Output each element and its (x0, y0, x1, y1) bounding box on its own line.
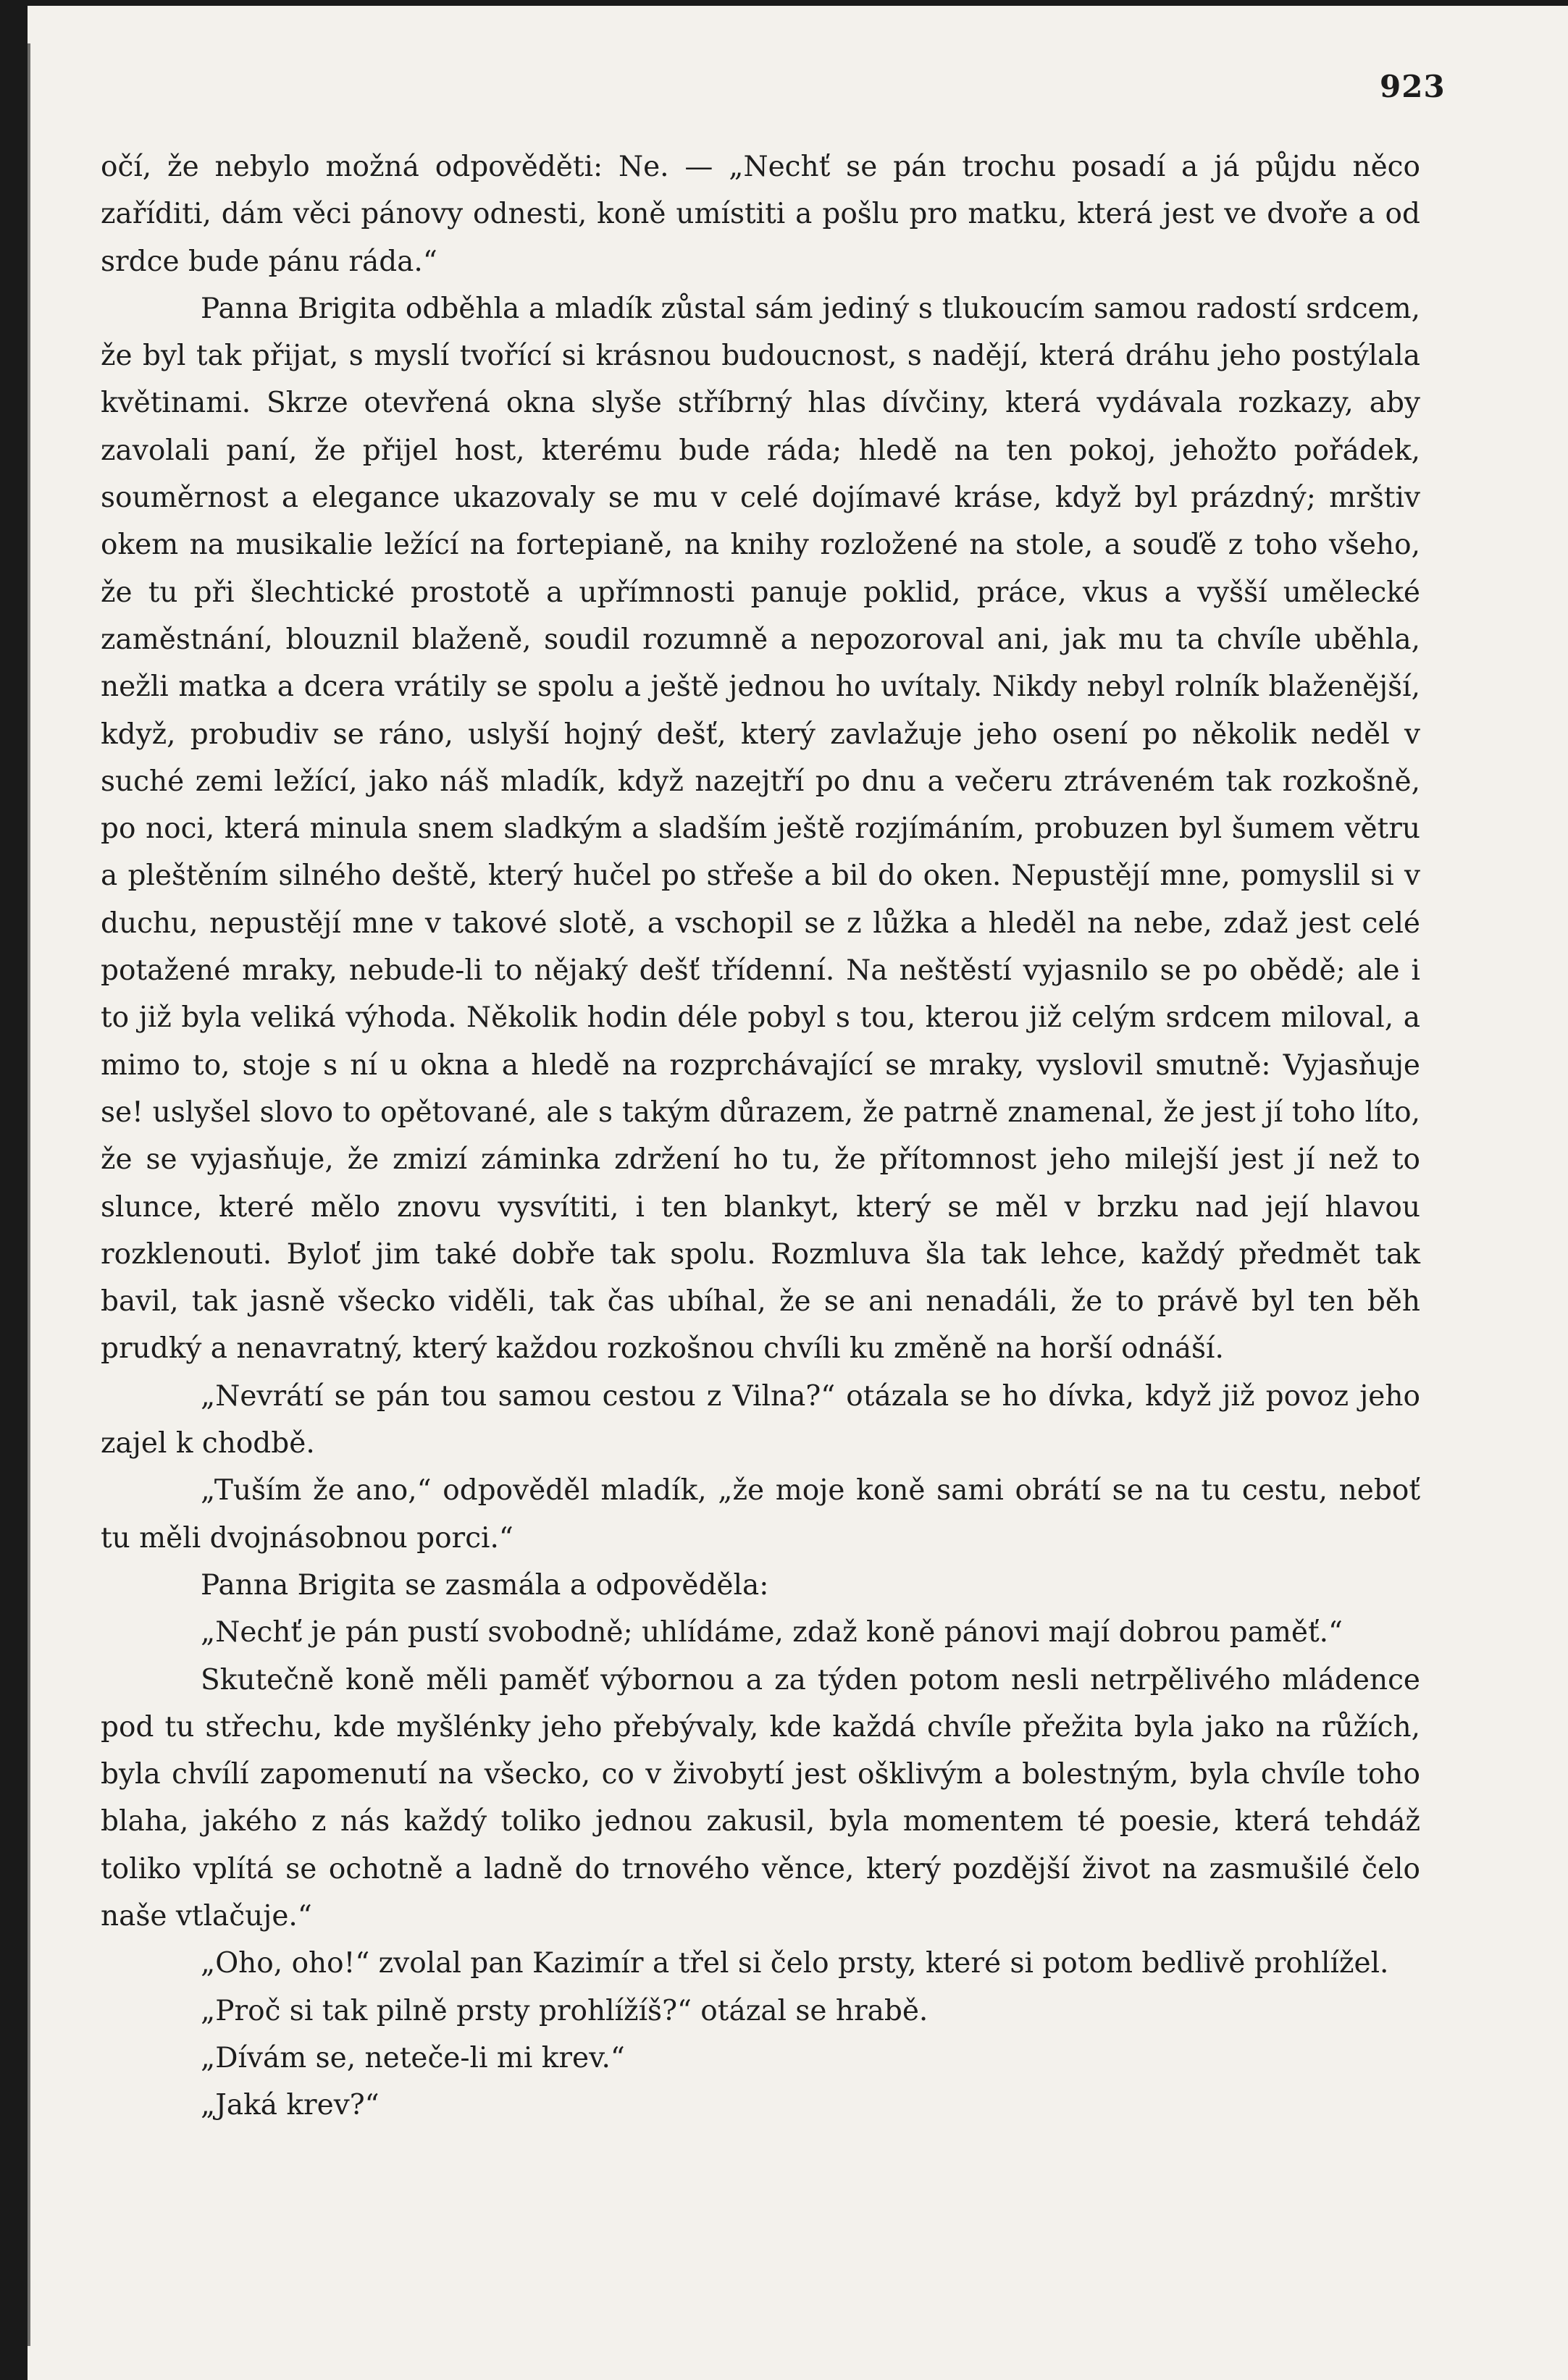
paragraph-9: „Proč si tak pilně prsty prohlížíš?“ otázal se hrabě. (201, 1994, 928, 2027)
body-text (101, 143, 1420, 2129)
paragraph-7: Skutečně koně měli paměť výbornou a za týden potom nesli netrpělivého mládence pod tu střechu, kde myšlénky jeho přebývaly, kde každá chvíle přežita byla jako na růžích, byla chvílí zapomenutí na všecko, co v živobytí jest ošklivým a bolestným, byla chvíle toho blaha, jakého z nás každý toliko jednou zakusil, byla momentem té poesie, která tehdáž toliko vplítá se ochotně a ladně do trnového věnce, který pozdější život na zasmušilé čelo naše vtlačuje.“ (101, 1663, 1420, 1933)
paragraph-5: Panna Brigita se zasmála a odpověděla: (201, 1568, 769, 1602)
paragraph-10: „Dívám se, neteče-li mi krev.“ (201, 2041, 625, 2074)
paragraph-2: Panna Brigita odběhla a mladík zůstal sám jediný s tlukoucím samou radostí srdcem, že byl tak přijat, s myslí tvořící si krásnou budoucnost, s nadějí, která dráhu jeho postýlala květinami. Skrze otevřená okna slyše stříbrný hlas dívčiny, která vydávala rozkazy, aby zavolali paní, že přijel host, kterému bude ráda; hledě na ten pokoj, jehožto pořádek, souměrnost a elegance ukazovaly se mu v celé dojímavé kráse, když byl prázdný; mrštiv okem na musikalie ležící na fortepianě, na knihy rozložené na stole, a souďě z toho všeho, že tu při šlechtické prostotě a upřímnosti panuje poklid, práce, vkus a vyšší umělecké zaměstnání, blouznil blaženě, soudil rozumně a nepozoroval ani, jak mu ta chvíle uběhla, nežli matka a dcera vrátily se spolu a ještě jednou ho uvítaly. Nikdy nebyl rolník blaženější, když, probudiv se ráno, uslyší hojný dešť, který zavlažuje jeho osení po několik neděl v suché zemi ležící, jako náš mladík, když nazejtří po dnu a večeru ztráveném tak rozkošně, po noci, která minula snem sladkým a sladším ještě rozjímáním, probuzen byl šumem větru a pleštěním silného deště, který hučel po střeše a bil do oken. Nepustějí mne, pomyslil si v duchu, nepustějí mne v takové slotě, a vschopil se z lůžka a hleděl na nebe, zdaž jest celé potažené mraky, nebude-li to nějaký dešť třídenní. Na neštěstí vyjasnilo se po obědě; ale i to již byla veliká výhoda. Několik hodin déle pobyl s tou, kterou již celým srdcem miloval, a mimo to, stoje s ní u okna a hledě na rozprchávající se mraky, vyslovil smutně: Vyjasňuje se! uslyšel slovo to opětované, ale s takým důrazem, že patrně znamenal, že jest jí toho líto, že se vyjasňuje, že zmizí záminka zdržení ho tu, že přítomnost jeho milejší jest jí než to slunce, které mělo znovu vysvítiti, i ten blankyt, který se měl v brzku nad její hlavou rozklenouti. Byloť jim také dobře tak spolu. Rozmluva šla tak lehce, každý předmět tak bavil, tak jasně všecko viděli, tak čas ubíhal, že se ani nenadáli, že to právě byl ten běh prudký a nenavratný, který každou rozkošnou chvíli ku změně na horší odnáší. (101, 292, 1420, 1366)
paragraph-4: „Tuším že ano,“ odpověděl mladík, „že moje koně sami obrátí se na tu cestu, neboť tu měli dvojnásobnou porci.“ (101, 1474, 1420, 1555)
paragraph-3: „Nevrátí se pán tou samou cestou z Vilna?“ otázala se ho dívka, když již povoz jeho zajel k chodbě. (101, 1379, 1420, 1460)
paragraph-6: „Nechť je pán pustí svobodně; uhlídáme, zdaž koně pánovi mají dobrou paměť.“ (201, 1616, 1343, 1649)
paragraph-8: „Oho, oho!“ zvolal pan Kazimír a třel si čelo prsty, které si potom bedlivě prohlížel. (201, 1947, 1389, 1980)
binding-edge (28, 43, 30, 2346)
paragraph-11: „Jaká krev?“ (201, 2089, 380, 2122)
paragraph-1: očí, že nebylo možná odpověděti: Ne. — „Nechť se pán trochu posadí a já půjdu něco zaříditi, dám věci pánovy odnesti, koně umístiti a pošlu pro matku, která jest ve dvoře a od srdce bude pánu ráda.“ (101, 151, 1420, 278)
page-number: 923 (1380, 69, 1446, 104)
